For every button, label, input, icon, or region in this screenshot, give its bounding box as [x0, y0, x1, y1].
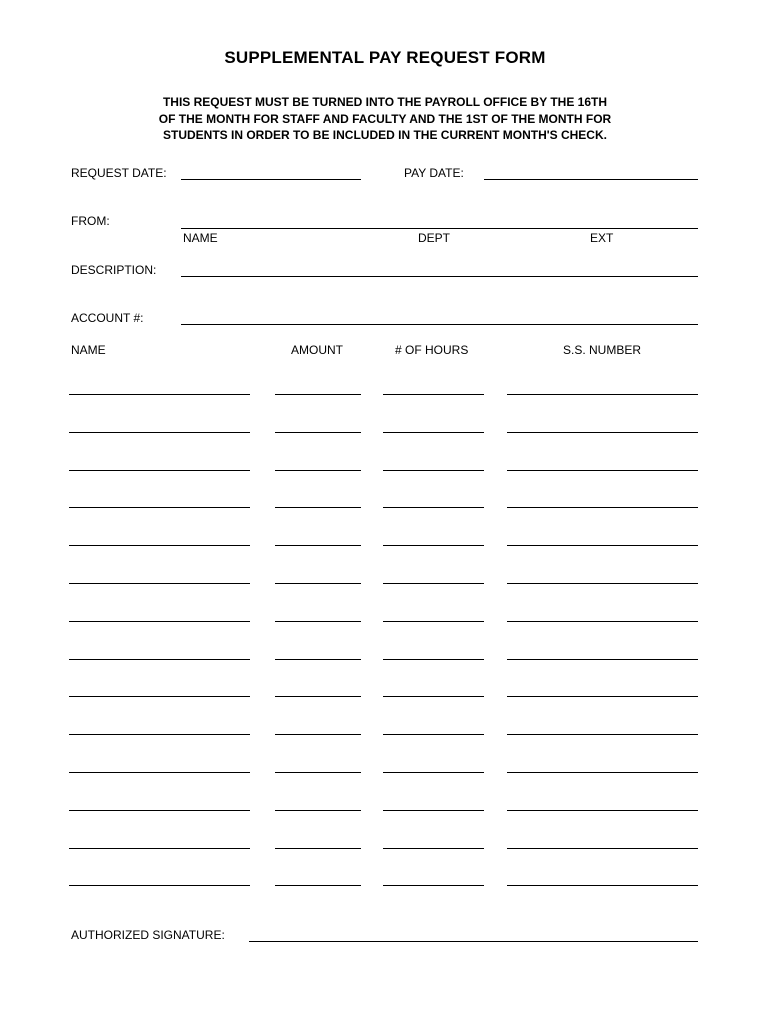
notice-line: THIS REQUEST MUST BE TURNED INTO THE PAYROLL OFFICE BY THE 16TH [162, 95, 608, 109]
from-ext-sublabel: EXT [590, 231, 614, 245]
from-name-sublabel: NAME [183, 231, 218, 245]
table-row-7-ss-number-cell[interactable] [507, 621, 698, 622]
description-field[interactable] [181, 276, 698, 277]
authorized-signature-field[interactable] [249, 941, 698, 942]
table-row-2-amount-cell[interactable] [275, 432, 361, 433]
pay-date-label: PAY DATE: [404, 166, 464, 180]
table-row-10-name-cell[interactable] [69, 734, 250, 735]
table-row-14-amount-cell[interactable] [275, 885, 361, 886]
table-row-5-name-cell[interactable] [69, 545, 250, 546]
table-row-9-name-cell[interactable] [69, 696, 250, 697]
table-header-amount: AMOUNT [291, 343, 343, 357]
table-row-4-ss-number-cell[interactable] [507, 507, 698, 508]
form-title: SUPPLEMENTAL PAY REQUEST FORM [224, 48, 546, 67]
table-row-5-ss-number-cell[interactable] [507, 545, 698, 546]
table-row-1-ss-number-cell[interactable] [507, 394, 698, 395]
table-row-10-ss-number-cell[interactable] [507, 734, 698, 735]
pay-date-field[interactable] [484, 179, 698, 180]
request-date-field[interactable] [181, 179, 361, 180]
table-row-2-name-cell[interactable] [69, 432, 250, 433]
table-row-14-name-cell[interactable] [69, 885, 250, 886]
table-row-12-amount-cell[interactable] [275, 810, 361, 811]
table-row-2-hours-cell[interactable] [383, 432, 484, 433]
table-row-7-name-cell[interactable] [69, 621, 250, 622]
table-header-hours: # OF HOURS [395, 343, 469, 357]
table-row-8-hours-cell[interactable] [383, 659, 484, 660]
table-row-13-name-cell[interactable] [69, 848, 250, 849]
table-row-4-amount-cell[interactable] [275, 507, 361, 508]
table-row-12-name-cell[interactable] [69, 810, 250, 811]
table-row-7-hours-cell[interactable] [383, 621, 484, 622]
account-field[interactable] [181, 324, 698, 325]
notice-line: OF THE MONTH FOR STAFF AND FACULTY AND THE 1ST OF THE MONTH FOR [158, 111, 612, 126]
authorized-signature-label: AUTHORIZED SIGNATURE: [71, 928, 225, 942]
table-row-11-amount-cell[interactable] [275, 772, 361, 773]
table-row-13-amount-cell[interactable] [275, 848, 361, 849]
table-row-14-hours-cell[interactable] [383, 885, 484, 886]
table-row-14-ss-number-cell[interactable] [507, 885, 698, 886]
table-row-6-hours-cell[interactable] [383, 583, 484, 584]
table-row-6-amount-cell[interactable] [275, 583, 361, 584]
table-row-1-amount-cell[interactable] [275, 394, 361, 395]
table-row-1-name-cell[interactable] [69, 394, 250, 395]
notice-line: STUDENTS IN ORDER TO BE INCLUDED IN THE CURRENT MONTH'S CHECK. [163, 128, 607, 142]
table-row-1-hours-cell[interactable] [383, 394, 484, 395]
table-row-5-hours-cell[interactable] [383, 545, 484, 546]
table-row-8-ss-number-cell[interactable] [507, 659, 698, 660]
table-row-11-hours-cell[interactable] [383, 772, 484, 773]
table-row-9-amount-cell[interactable] [275, 696, 361, 697]
table-row-2-ss-number-cell[interactable] [507, 432, 698, 433]
table-row-10-amount-cell[interactable] [275, 734, 361, 735]
table-row-3-name-cell[interactable] [69, 470, 250, 471]
table-row-9-ss-number-cell[interactable] [507, 696, 698, 697]
table-header-ss-number: S.S. NUMBER [563, 343, 642, 357]
table-row-8-name-cell[interactable] [69, 659, 250, 660]
from-label: FROM: [71, 214, 110, 228]
table-row-7-amount-cell[interactable] [275, 621, 361, 622]
table-row-6-name-cell[interactable] [69, 583, 250, 584]
form-notice [0, 94, 770, 144]
table-row-12-ss-number-cell[interactable] [507, 810, 698, 811]
table-row-5-amount-cell[interactable] [275, 545, 361, 546]
table-row-12-hours-cell[interactable] [383, 810, 484, 811]
from-field[interactable] [181, 228, 698, 229]
table-row-4-name-cell[interactable] [69, 507, 250, 508]
table-row-6-ss-number-cell[interactable] [507, 583, 698, 584]
table-row-9-hours-cell[interactable] [383, 696, 484, 697]
table-row-13-hours-cell[interactable] [383, 848, 484, 849]
table-header-name: NAME [71, 343, 106, 357]
table-row-3-hours-cell[interactable] [383, 470, 484, 471]
table-row-3-amount-cell[interactable] [275, 470, 361, 471]
account-label: ACCOUNT #: [71, 311, 144, 325]
table-row-13-ss-number-cell[interactable] [507, 848, 698, 849]
table-row-8-amount-cell[interactable] [275, 659, 361, 660]
table-row-3-ss-number-cell[interactable] [507, 470, 698, 471]
from-dept-sublabel: DEPT [418, 231, 451, 245]
description-label: DESCRIPTION: [71, 263, 157, 277]
table-row-11-name-cell[interactable] [69, 772, 250, 773]
table-row-11-ss-number-cell[interactable] [507, 772, 698, 773]
request-date-label: REQUEST DATE: [71, 166, 167, 180]
table-row-10-hours-cell[interactable] [383, 734, 484, 735]
table-row-4-hours-cell[interactable] [383, 507, 484, 508]
